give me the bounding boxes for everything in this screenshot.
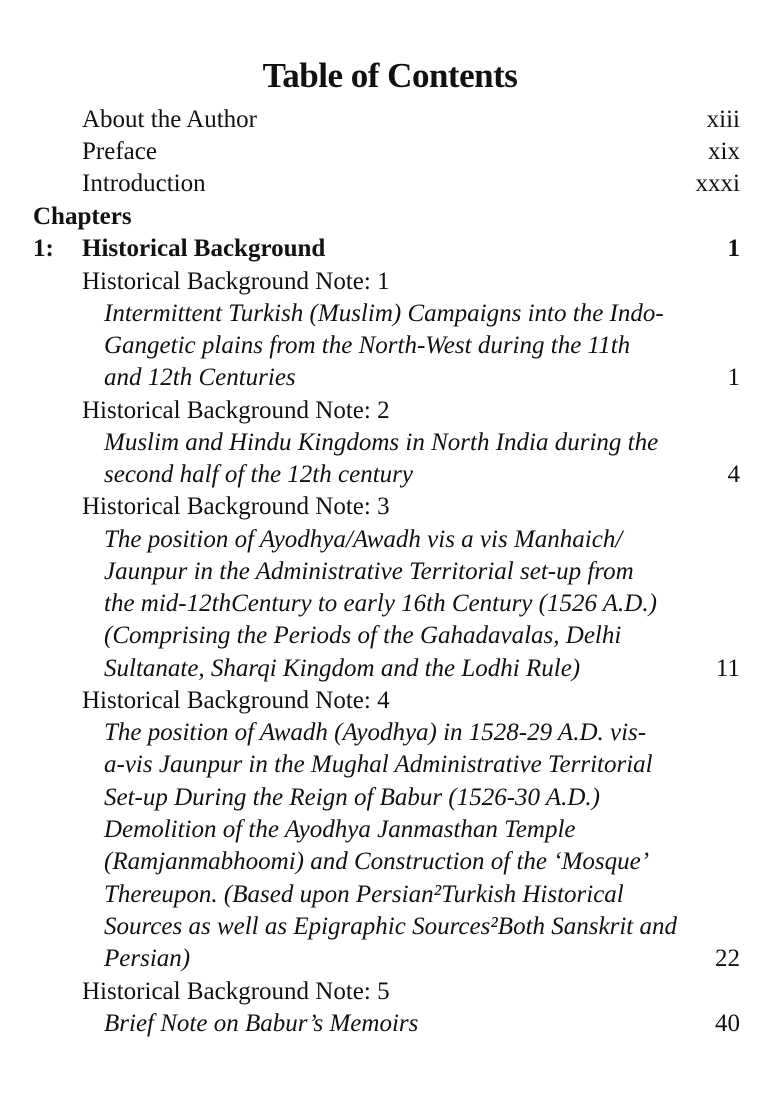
toc-entry-preface[interactable]	[0, 136, 780, 168]
note-line	[0, 717, 780, 749]
chapter-number: 1:	[33, 235, 54, 262]
note-heading-5[interactable]	[0, 976, 780, 1008]
note-line	[0, 298, 780, 330]
note-heading-2[interactable]	[0, 395, 780, 427]
note-text: The position of Ayodhya/Awadh vis a vis Manhaich/	[104, 526, 623, 553]
note-text: The position of Awadh (Ayodhya) in 1528-29 A.D. vis-	[104, 719, 647, 746]
note-line	[0, 653, 780, 685]
note-text: Muslim and Hindu Kingdoms in North India during the	[104, 429, 659, 456]
note-heading-4[interactable]	[0, 685, 780, 717]
note-heading: Historical Background Note: 1	[82, 268, 390, 295]
note-heading-1[interactable]	[0, 266, 780, 298]
section-heading: Chapters	[33, 203, 132, 230]
note-text: (Ramjanmabhoomi) and Construction of the ‘Mosque’	[104, 848, 650, 875]
entry-page: 1	[727, 235, 740, 262]
note-line	[0, 814, 780, 846]
note-line	[0, 620, 780, 652]
note-line	[0, 1008, 780, 1040]
note-line	[0, 846, 780, 878]
note-text: and 12th Centuries	[104, 364, 296, 391]
note-text: Set-up During the Reign of Babur (1526-30 A.D.)	[104, 784, 600, 811]
note-heading-3[interactable]	[0, 491, 780, 523]
note-text: Gangetic plains from the North-West during the 11th	[104, 332, 631, 359]
note-line	[0, 749, 780, 781]
note-line	[0, 943, 780, 975]
entry-label: Introduction	[82, 170, 206, 197]
note-heading: Historical Background Note: 3	[82, 493, 390, 520]
entry-label: Preface	[82, 138, 157, 165]
note-text: Persian)	[104, 945, 191, 972]
note-text: Brief Note on Babur’s Memoirs	[104, 1010, 419, 1037]
note-text: Sultanate, Sharqi Kingdom and the Lodhi Rule)	[104, 655, 581, 682]
note-heading: Historical Background Note: 5	[82, 978, 390, 1005]
note-line	[0, 879, 780, 911]
note-line	[0, 524, 780, 556]
note-text: a-vis Jaunpur in the Mughal Administrative Territorial	[104, 751, 653, 778]
entry-page: xiii	[706, 106, 740, 133]
entry-label: About the Author	[82, 106, 257, 133]
note-line	[0, 427, 780, 459]
note-line	[0, 588, 780, 620]
entry-page: 22	[715, 945, 740, 972]
entry-page: 1	[727, 364, 740, 391]
note-line	[0, 459, 780, 491]
note-line	[0, 556, 780, 588]
entry-page: 4	[727, 461, 740, 488]
chapters-heading	[0, 201, 780, 233]
toc-entry-introduction[interactable]	[0, 168, 780, 200]
note-text: Thereupon. (Based upon Persian²Turkish Historical	[104, 881, 624, 908]
entry-page: 11	[715, 655, 740, 682]
note-text: the mid-12thCentury to early 16th Century (1526 A.D.)	[104, 590, 657, 617]
note-text: Sources as well as Epigraphic Sources²Both Sanskrit and	[104, 913, 677, 940]
chapter-title: Historical Background	[82, 235, 326, 262]
note-heading: Historical Background Note: 4	[82, 687, 390, 714]
note-heading: Historical Background Note: 2	[82, 397, 390, 424]
note-text: (Comprising the Periods of the Gahadavalas, Delhi	[104, 622, 622, 649]
page-title: Table of Contents	[262, 56, 518, 95]
note-text: Demolition of the Ayodhya Janmasthan Temple	[104, 816, 576, 843]
toc-entry-chapter-1[interactable]	[0, 233, 780, 265]
toc-entry-about-author[interactable]	[0, 104, 780, 136]
entry-page: xix	[708, 138, 740, 165]
note-text: Jaunpur in the Administrative Territorial set-up from	[104, 558, 634, 585]
note-line	[0, 362, 780, 394]
entry-page: 40	[715, 1010, 740, 1037]
note-line	[0, 911, 780, 943]
note-text: second half of the 12th century	[104, 461, 413, 488]
entry-page: xxxi	[695, 170, 740, 197]
note-line	[0, 330, 780, 362]
note-text: Intermittent Turkish (Muslim) Campaigns into the Indo-	[104, 300, 664, 327]
note-line	[0, 782, 780, 814]
